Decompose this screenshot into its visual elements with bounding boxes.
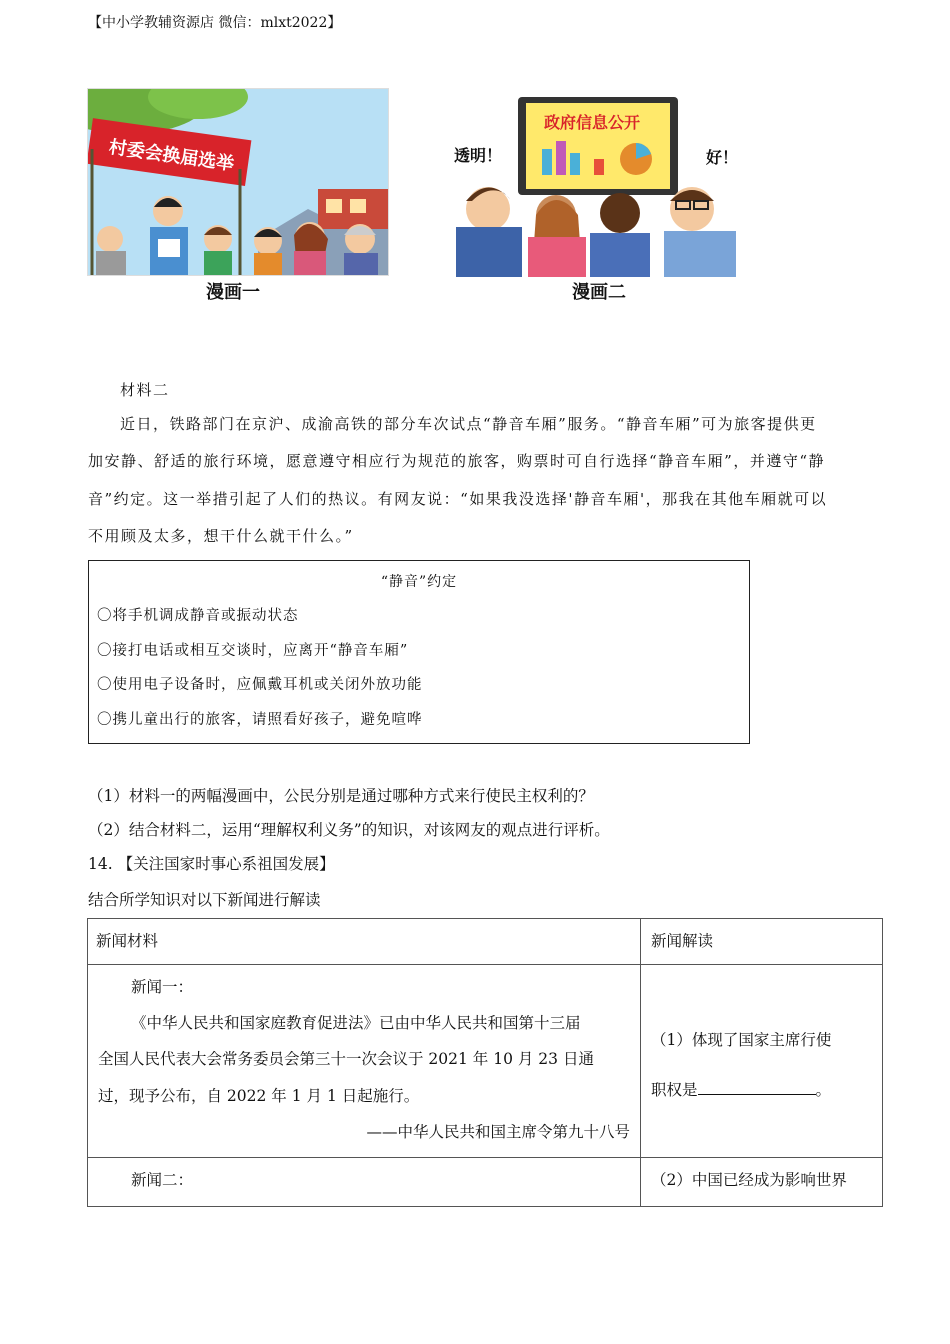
- cartoon-two-caption: 漫画二: [572, 282, 626, 303]
- news-one-interp-line2: [651, 1078, 831, 1100]
- news-one-line: 全国人民代表大会常务委员会第三十一次会议于 2021 年 10 月 23 日通: [98, 1050, 594, 1068]
- quiet-rule-item: 〇接打电话或相互交谈时，应离开“静音车厢”: [97, 643, 409, 659]
- news-one-interp-suffix: 。: [815, 1081, 832, 1099]
- news-one-interpretation-cell: [641, 965, 883, 1158]
- material-two-line-2: 加安静、舒适的旅行环境，愿意遵守相应行为规范的旅客，购票时可自行选择“静音车厢”，并遵守“静: [88, 452, 826, 470]
- answer-blank[interactable]: [698, 1080, 816, 1095]
- cartoon-one-banner: 村委会换届选举: [107, 136, 236, 176]
- quiet-rule-item: 〇携儿童出行的旅客，请照看好孩子，避免喧哗: [97, 712, 423, 728]
- quiet-rule-item: 〇使用电子设备时，应佩戴耳机或关闭外放功能: [97, 677, 423, 693]
- news-one-interp-line1: （1）体现了国家主席行使: [651, 1031, 832, 1049]
- material-two-line-1: 近日，铁路部门在京沪、成渝高铁的部分车次试点“静音车厢”服务。“静音车厢”可为旅客提供更: [120, 415, 817, 433]
- cartoon-one: [87, 88, 389, 276]
- question-14-title: 14. 【关注国家时事心系祖国发展】: [88, 855, 335, 873]
- news-table: [87, 918, 883, 1207]
- material-two-label: 材料二: [120, 381, 170, 399]
- cartoon-two-speech-right: 好！: [706, 148, 739, 167]
- quiet-rules-box: [88, 560, 750, 744]
- news-one-cell: [88, 965, 641, 1158]
- news-one-line: 《中华人民共和国家庭教育促进法》已由中华人民共和国第十三届: [131, 1014, 581, 1032]
- question-1: （1）材料一的两幅漫画中，公民分别是通过哪种方式来行使民主权利的？: [88, 787, 594, 805]
- material-two-line-4: 不用顾及太多，想干什么就干什么。”: [88, 527, 354, 545]
- table-header-interpretation-label: 新闻解读: [651, 932, 714, 950]
- news-two-interp: （2）中国已经成为影响世界: [651, 1171, 847, 1189]
- table-header-material-label: 新闻材料: [96, 932, 159, 950]
- table-header-interpretation: [641, 919, 883, 965]
- question-2: （2）结合材料二，运用“理解权利义务”的知识，对该网友的观点进行评析。: [88, 821, 610, 839]
- news-two-interpretation-cell: [641, 1158, 883, 1207]
- quiet-rules-title: “静音”约定: [380, 574, 458, 590]
- table-row: [88, 1158, 883, 1207]
- news-two-cell: [88, 1158, 641, 1207]
- cartoon-two: [443, 96, 745, 278]
- news-one-source: ——中华人民共和国主席令第九十八号: [366, 1123, 630, 1141]
- cartoon-two-screen-title: 政府信息公开: [544, 113, 641, 132]
- news-one-line: 过，现予公布，自 2022 年 1 月 1 日起施行。: [98, 1087, 420, 1105]
- page-header: 【中小学教辅资源店 微信：mlxt2022】: [88, 15, 342, 31]
- table-header-material: [88, 919, 641, 965]
- question-14-instruction: 结合所学知识对以下新闻进行解读: [88, 891, 321, 909]
- news-one-interp-prefix: 职权是: [651, 1081, 698, 1099]
- news-one-label: 新闻一：: [131, 978, 194, 996]
- quiet-rule-item: 〇将手机调成静音或振动状态: [97, 608, 299, 624]
- cartoon-two-illustration: [444, 97, 744, 277]
- table-header-row: [88, 919, 883, 965]
- material-two-line-3: 音”约定。这一举措引起了人们的热议。有网友说：“如果我没选择'静音车厢'，那我在其他车厢就可以: [88, 490, 828, 508]
- cartoon-two-speech-left: 透明！: [454, 146, 503, 165]
- cartoon-one-illustration: [88, 89, 388, 275]
- news-two-label: 新闻二：: [131, 1171, 194, 1189]
- cartoon-one-caption: 漫画一: [206, 282, 260, 303]
- table-row: [88, 965, 883, 1158]
